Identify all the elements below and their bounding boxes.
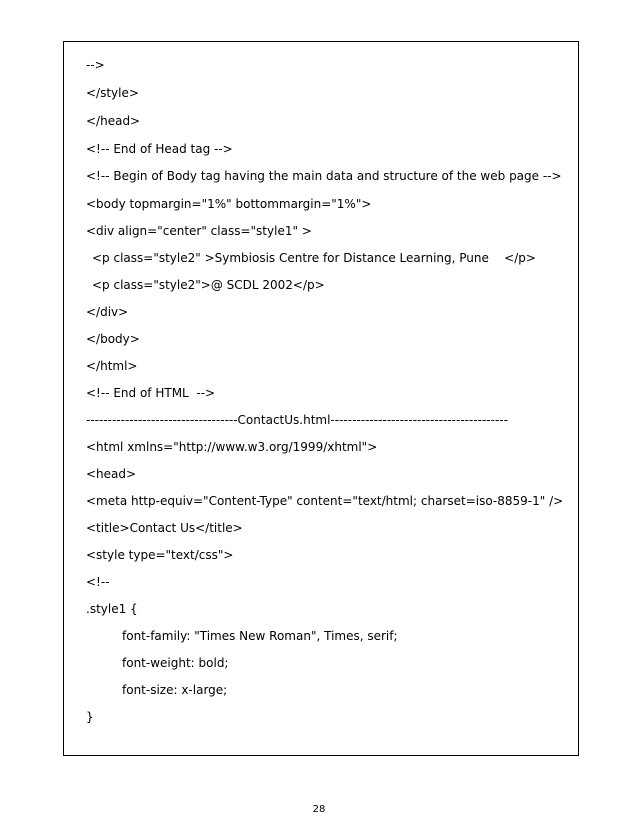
code-line-3: </head>: [86, 114, 141, 128]
page-number: 28: [312, 804, 326, 815]
code-line-15: <html xmlns="http://www.w3.org/1999/xhtml">: [86, 440, 378, 454]
code-line-10: </div>: [86, 305, 129, 319]
code-line-16: <head>: [86, 467, 137, 481]
code-line-6: <body topmargin="1%" bottommargin="1%">: [86, 197, 372, 211]
code-line-20: <!--: [86, 575, 110, 589]
code-line-18: <title>Contact Us</title>: [86, 521, 243, 535]
code-line-2: </style>: [86, 86, 139, 100]
code-line-11: </body>: [86, 332, 140, 346]
code-line-5: <!-- Begin of Body tag having the main data and structure of the web page -->: [86, 169, 562, 183]
code-line-4: <!-- End of Head tag -->: [86, 142, 233, 156]
code-line-14: -----------------------------------ContactUs.html-----------------------------------------: [86, 413, 508, 427]
code-line-8: <p class="style2" >Symbiosis Centre for Distance Learning, Pune </p>: [92, 251, 536, 265]
code-line-21: .style1 {: [86, 602, 138, 616]
code-line-7: <div align="center" class="style1" >: [86, 224, 312, 238]
code-line-12: </html>: [86, 359, 138, 373]
code-line-23: font-weight: bold;: [122, 656, 229, 670]
code-line-1: -->: [86, 58, 105, 72]
code-line-17: <meta http-equiv="Content-Type" content="text/html; charset=iso-8859-1" />: [86, 494, 564, 508]
code-line-19: <style type="text/css">: [86, 548, 234, 562]
code-line-25: }: [86, 710, 94, 724]
code-line-9: <p class="style2">@ SCDL 2002</p>: [92, 278, 325, 292]
code-line-22: font-family: "Times New Roman", Times, serif;: [122, 629, 398, 643]
code-line-13: <!-- End of HTML -->: [86, 386, 216, 400]
code-line-24: font-size: x-large;: [122, 683, 228, 697]
